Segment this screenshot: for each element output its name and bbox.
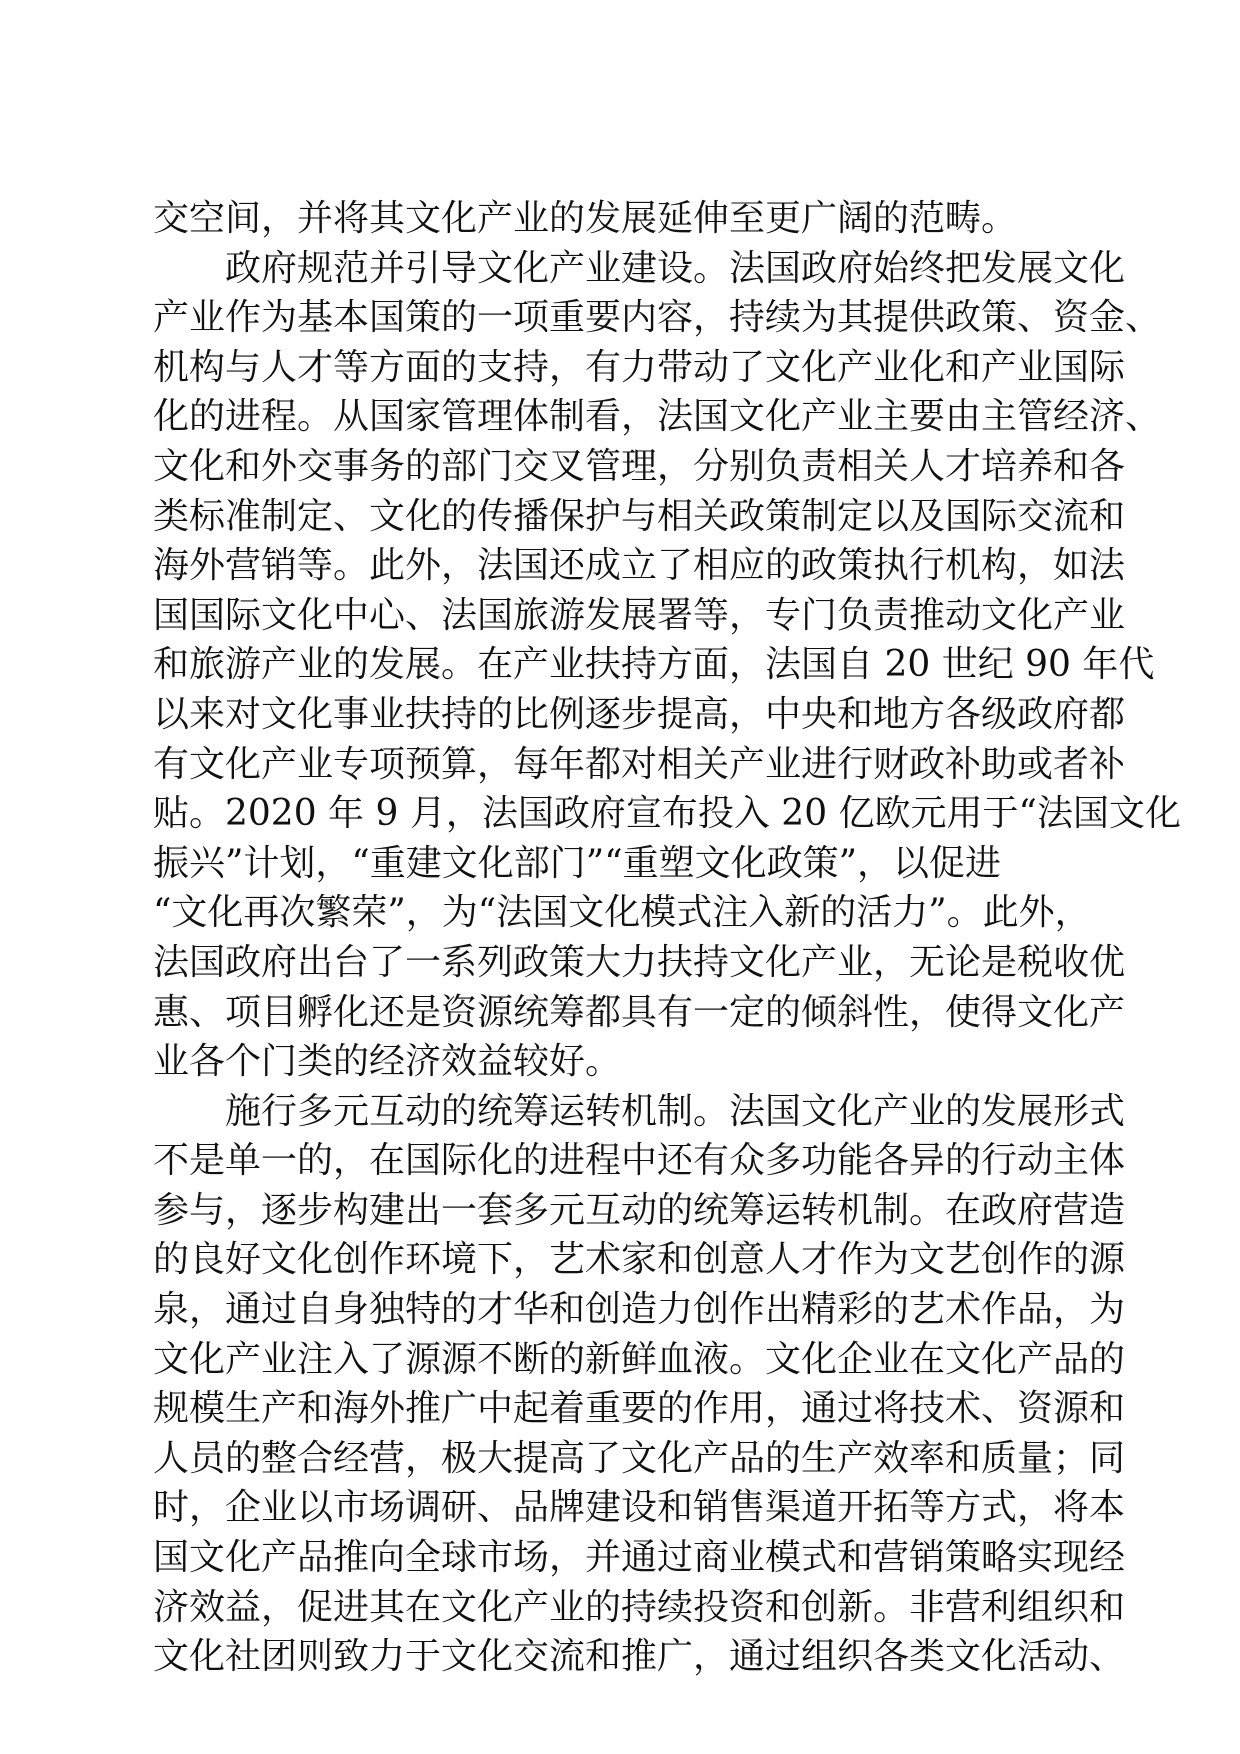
text-line: 文化和外交事务的部门交叉管理，分别负责相关人才培养和各 (153, 445, 1126, 487)
text-line: 国国际文化中心、法国旅游发展署等，专门负责推动文化产业 (153, 594, 1126, 636)
paragraph-start-line: 政府规范并引导文化产业建设。法国政府始终把发展文化 (225, 247, 1126, 289)
text-line: 法国政府出台了一系列政策大力扶持文化产业，无论是税收优 (153, 941, 1126, 983)
text-line: 海外营销等。此外，法国还成立了相应的政策执行机构，如法 (153, 545, 1126, 587)
text-line: 类标准制定、文化的传播保护与相关政策制定以及国际交流和 (153, 495, 1126, 537)
text-line: 化的进程。从国家管理体制看，法国文化产业主要由主管经济、 (153, 396, 1162, 438)
body-text (153, 194, 1181, 1682)
text-line: 文化社团则致力于文化交流和推广，通过组织各类文化活动、 (153, 1636, 1126, 1678)
text-line: “文化再次繁荣”，为“法国文化模式注入新的活力”。此外， (153, 892, 1091, 934)
text-line: 泉，通过自身独特的才华和创造力创作出精彩的艺术作品，为 (153, 1289, 1126, 1331)
text-line: 惠、项目孵化还是资源统筹都具有一定的倾斜性，使得文化产 (153, 991, 1126, 1033)
text-line: 人员的整合经营，极大提高了文化产品的生产效率和质量；同 (153, 1437, 1126, 1479)
text-line: 不是单一的，在国际化的进程中还有众多功能各异的行动主体 (153, 1140, 1126, 1182)
text-line: 以来对文化事业扶持的比例逐步提高，中央和地方各级政府都 (153, 693, 1126, 735)
text-line: 的良好文化创作环境下，艺术家和创意人才作为文艺创作的源 (153, 1239, 1126, 1281)
text-line: 振兴”计划，“重建文化部门”“重塑文化政策”，以促进 (153, 842, 1002, 884)
text-line: 参与，逐步构建出一套多元互动的统筹运转机制。在政府营造 (153, 1189, 1126, 1231)
text-line: 机构与人才等方面的支持，有力带动了文化产业化和产业国际 (153, 346, 1126, 388)
text-line: 有文化产业专项预算，每年都对相关产业进行财政补助或者补 (153, 743, 1126, 785)
text-line: 国文化产品推向全球市场，并通过商业模式和营销策略实现经 (153, 1537, 1126, 1579)
text-line: 贴。2020 年 9 月，法国政府宣布投入 20 亿欧元用于“法国文化 (153, 793, 1181, 835)
text-line: 时，企业以市场调研、品牌建设和销售渠道开拓等方式，将本 (153, 1487, 1126, 1529)
text-line: 交空间，并将其文化产业的发展延伸至更广阔的范畴。 (153, 198, 1018, 239)
text-line: 业各个门类的经济效益较好。 (153, 1041, 622, 1083)
text-line: 规模生产和海外推广中起着重要的作用，通过将技术、资源和 (153, 1388, 1126, 1430)
text-line: 济效益，促进其在文化产业的持续投资和创新。非营利组织和 (153, 1586, 1126, 1628)
text-line: 文化产业注入了源源不断的新鲜血液。文化企业在文化产品的 (153, 1338, 1126, 1380)
paragraph-start-line: 施行多元互动的统筹运转机制。法国文化产业的发展形式 (225, 1090, 1126, 1132)
text-line: 产业作为基本国策的一项重要内容，持续为其提供政策、资金、 (153, 297, 1162, 339)
text-line: 和旅游产业的发展。在产业扶持方面，法国自 20 世纪 90 年代 (153, 644, 1155, 686)
